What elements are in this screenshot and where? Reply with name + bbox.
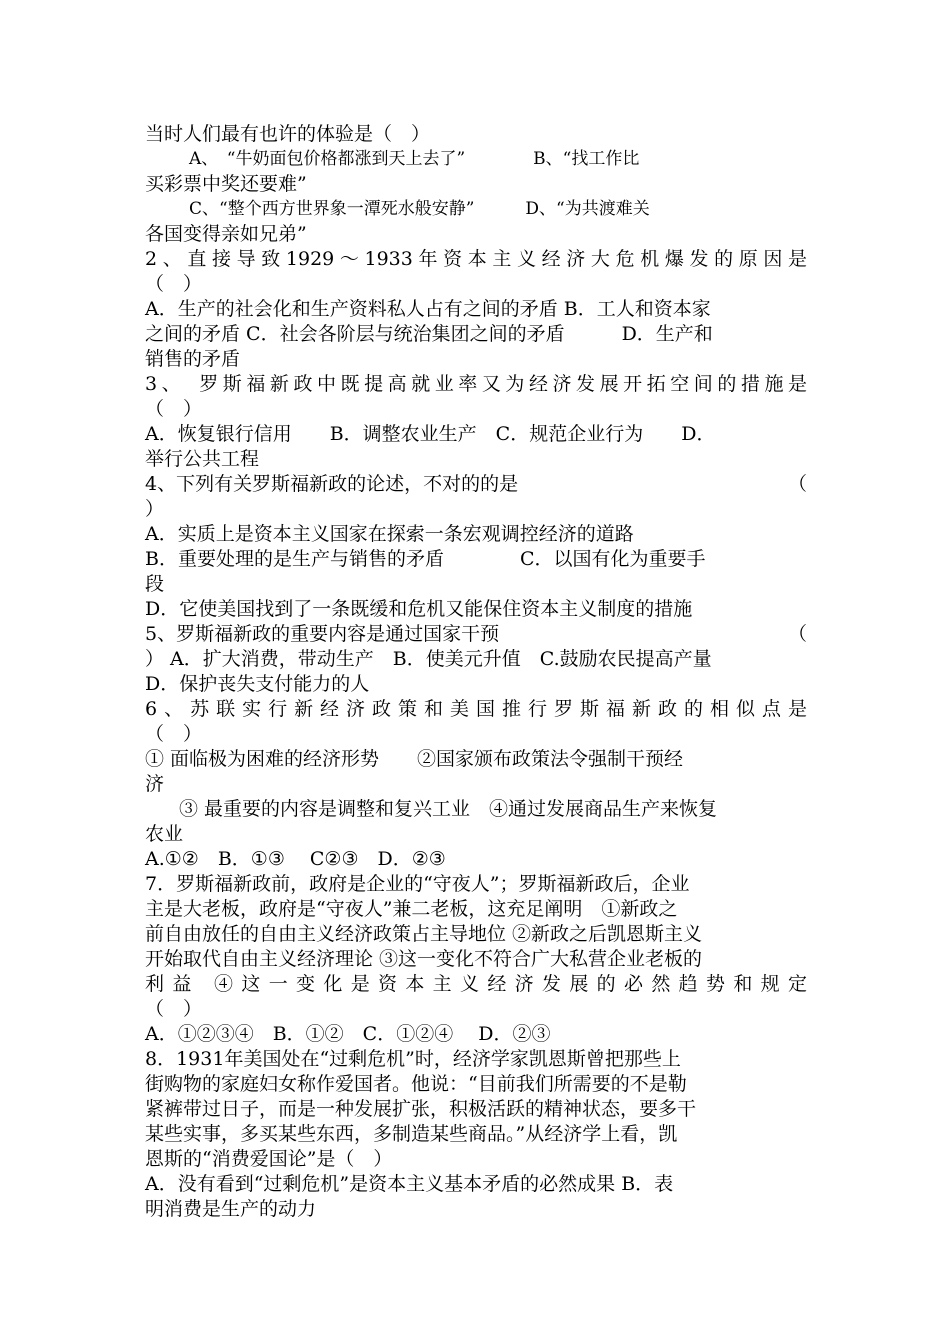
text-line: 明消费是生产的动力 [145,1198,317,1220]
text-line: D．保护丧失支付能力的人 [145,673,370,695]
question-5 [145,622,807,647]
text-line: A．没有看到“过剩危机”是资本主义基本矛盾的必然成果 B．表 [145,1173,674,1195]
text-line: ） A．扩大消费，带动生产 B．使美元升值 C.鼓励农民提高产量 [145,648,712,670]
text-line: 紧裤带过日子，而是一种发展扩张，积极活跃的精神状态，要多干 [145,1098,697,1120]
text-line: 济 [145,773,165,795]
text-line: 销售的矛盾 [145,348,241,370]
answer-bracket: （ ） [145,998,203,1020]
text-line: A．生产的社会化和生产资料私人占有之间的矛盾 B．工人和资本家 [145,298,711,320]
text-line: D．它使美国找到了一条既缓和危机又能保住资本主义制度的措施 [145,598,693,620]
answer-bracket: （ ） [145,723,203,745]
text-line: ③ 最重要的内容是调整和复兴工业 ④通过发展商品生产来恢复 [179,798,718,820]
answer-bracket: （ ） [145,273,203,295]
text-line: 某些实事，多买某些东西，多制造某些商品。”从经济学上看，凯 [145,1123,678,1145]
text-line: 主是大老板，政府是“守夜人”兼二老板，这充足阐明 ①新政之 [145,898,678,920]
text-line: 农业 [145,823,184,845]
text-line: 7．罗斯福新政前，政府是企业的“守夜人”；罗斯福新政后，企业 [145,873,690,895]
option-line: C、“整个西方世界象一潭死水般安静” D、“为共渡难关 [189,199,650,219]
question-3: 3、 罗斯福新政中既提高就业率又为经济发展开拓空间的措施是 [145,373,807,395]
answer-bracket-open: （ [787,473,807,495]
text-line: 当时人们最有也许的体验是（ ） [145,123,431,145]
question-4-text: 4、下列有关罗斯福新政的论述，不对的的是 [145,473,519,495]
text-line: 各国变得亲如兄弟” [145,223,307,245]
text-line: 恩斯的“消费爱国论”是（ ） [145,1148,393,1170]
text-line: 街购物的家庭妇女称作爱国者。他说：“目前我们所需要的不是勒 [145,1073,687,1095]
question-5-text: 5、罗斯福新政的重要内容是通过国家干预 [145,623,500,645]
option-line: A、 “牛奶面包价格都涨到天上去了” B、“找工作比 [189,149,640,169]
document-body [145,122,807,1222]
text-line-justified: 利益 ④这一变化是资本主义经济发展的必然趋势和规定 [145,973,807,995]
text-line: A．①②③④ B．①② C．①②④ D．②③ [145,1023,551,1045]
text-line: 段 [145,573,165,595]
text-line: 前自由放任的自由主义经济政策占主导地位 ②新政之后凯恩斯主义 [145,923,703,945]
text-line: A.①② B．①③ C②③ D．②③ [145,848,446,870]
text-line: 举行公共工程 [145,448,260,470]
text-line: B．重要处理的是生产与销售的矛盾 C．以国有化为重要手 [145,548,706,570]
text-line: 买彩票中奖还要难” [145,173,307,195]
question-4 [145,472,807,497]
answer-bracket: （ ） [145,398,203,420]
answer-bracket-close: ） [145,498,165,520]
text-line: 开始取代自由主义经济理论 ③这一变化不符合广大私营企业老板的 [145,948,703,970]
answer-bracket-open: （ [787,623,807,645]
question-6: 6、苏联实行新经济政策和美国推行罗斯福新政的相似点是 [145,698,807,720]
text-line: 8．1931年美国处在“过剩危机”时，经济学家凯恩斯曾把那些上 [145,1048,681,1070]
text-line: A．恢复银行信用 B．调整农业生产 C．规范企业行为 D． [145,423,716,445]
text-line: A．实质上是资本主义国家在探索一条宏观调控经济的道路 [145,523,634,545]
question-2: 2、直接导致1929～1933年资本主义经济大危机爆发的原因是 [145,248,807,270]
text-line: ① 面临极为困难的经济形势 ②国家颁布政策法令强制干预经 [145,748,684,770]
text-line: 之间的矛盾 C．社会各阶层与统治集团之间的矛盾 D．生产和 [145,323,713,345]
